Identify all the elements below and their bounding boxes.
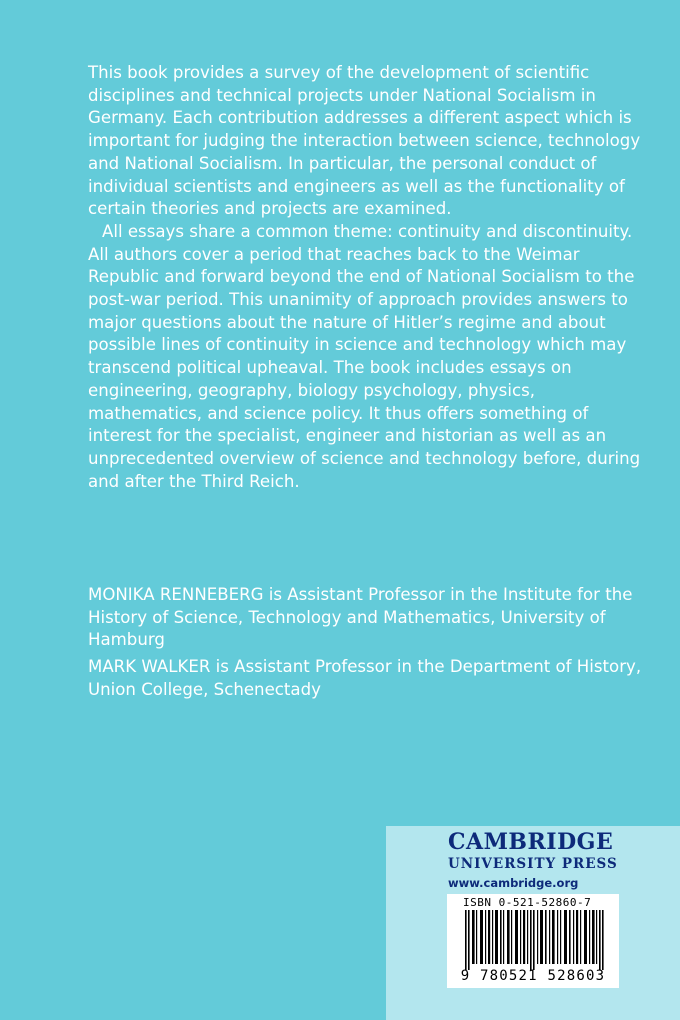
barcode-icon (459, 910, 613, 970)
ean-number: 9 780521 528603 (460, 968, 606, 984)
barcode-block (447, 894, 619, 988)
isbn-label: ISBN 0-521-52860-7 (463, 896, 592, 909)
description-paragraph-1: This book provides a survey of the development of scientific disciplines and technical projects under National Socialism in Germany. Each contribution addresses a different aspect which is important for judging the interaction between science, technology and National Socialism. In particular, the personal conduct of individual scientists and engineers as well as the functionality of certain theories and projects are examined. (88, 63, 641, 219)
publisher-website[interactable]: www.cambridge.org (448, 876, 579, 890)
publisher-logo-subtitle: UNIVERSITY PRESS (448, 856, 618, 872)
author-bio-walker: MARK WALKER is Assistant Professor in the Department of History, Union College, Schenectady (88, 657, 642, 699)
book-description (88, 62, 648, 493)
description-paragraph-2: All essays share a common theme: continuity and discontinuity. All authors cover a period that reaches back to the Weimar Republic and forward beyond the end of National Socialism to the post-war period. This unanimity of approach provides answers to major questions about the nature of Hitler’s regime and about possible lines of continuity in science and technology which may transcend political upheaval. The book includes essays on engineering, geography, biology psychology, physics, mathematics, and science policy. It thus offers something of interest for the specialist, engineer and historian as well as an unprecedented overview of science and technology before, during and after the Third Reich. (88, 221, 641, 491)
author-bio-renneberg: MONIKA RENNEBERG is Assistant Professor in the Institute for the History of Science, Technology and Mathematics, University of Hamburg (88, 585, 633, 650)
publisher-logo-name: CAMBRIDGE (448, 829, 614, 855)
